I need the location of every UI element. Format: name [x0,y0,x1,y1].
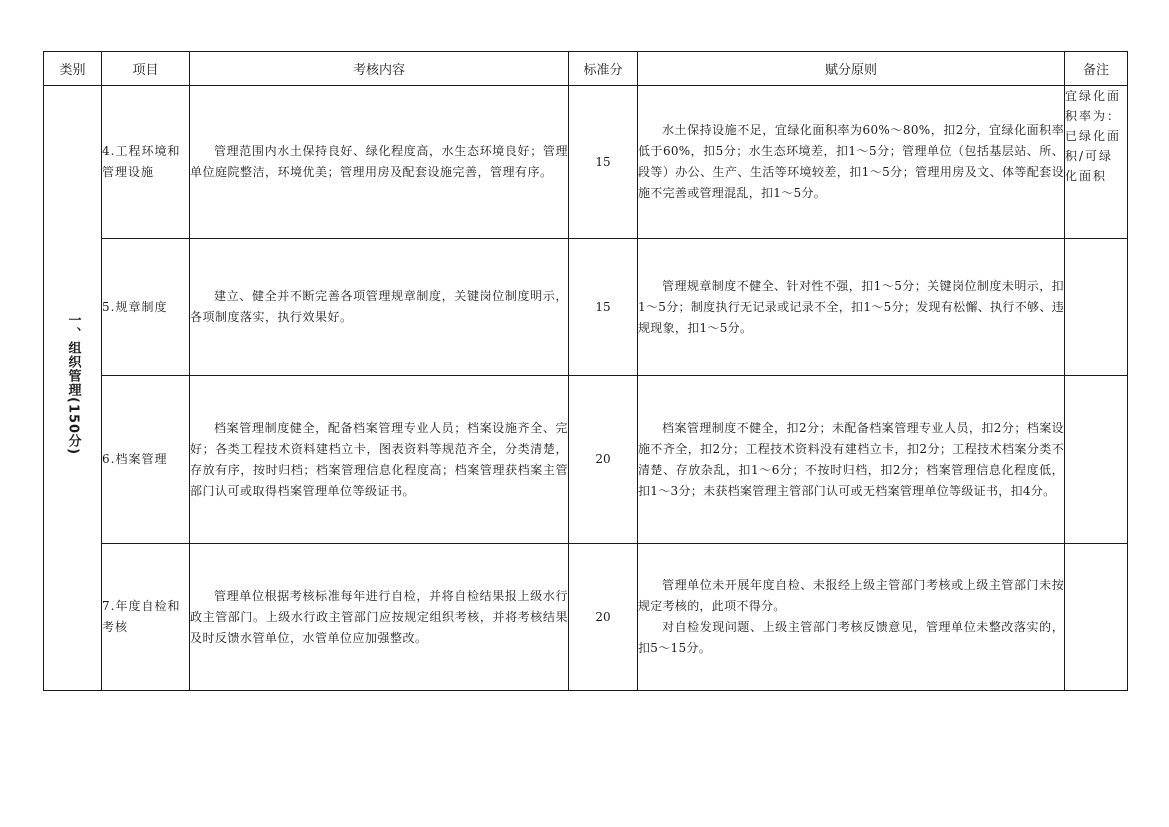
rule-cell [638,239,1065,376]
content-text: 档案管理制度健全，配备档案管理专业人员；档案设施齐全、完好；各类工程技术资料建档立卡，图表资料等规范齐全，分类清楚，存放有序，按时归档；档案管理信息化程度高；档案管理获档案主管部门认可或取得档案管理单位等级证书。 [190,420,568,498]
rule-text: 水土保持设施不足，宜绿化面积率为60%～80%，扣2分，宜绿化面积率低于60%，扣5分；水生态环境差，扣1～5分；管理单位（包括基层站、所、段等）办公、生产、生活等环境较差，扣1～5分；管理用房及文、体等配套设施不完善或管理混乱，扣1～5分。 [638,123,1064,200]
remark-cell [1065,376,1128,544]
score-cell: 15 [569,86,638,239]
rule-cell [638,86,1065,239]
score-cell: 20 [569,544,638,691]
table-row [44,544,1128,691]
item-cell: 5.规章制度 [102,239,190,376]
rule-text: 档案管理制度不健全，扣2分；未配备档案管理专业人员，扣2分；档案设施不齐全，扣2分；工程技术资料没有建档立卡，扣2分；工程技术档案分类不清楚、存放杂乱，扣1～6分；不按时归档，扣2分；档案管理信息化程度低，扣1～3分；未获档案管理主管部门认可或无档案管理单位等级证书，扣4分。 [638,420,1064,498]
content-text: 建立、健全并不断完善各项管理规章制度，关键岗位制度明示，各项制度落实，执行效果好。 [190,289,568,324]
header-category: 类别 [44,52,102,86]
remark-cell: 宜绿化面积率为：已绿化面积/可绿化面积 [1065,86,1128,239]
item-cell: 7.年度自检和考核 [102,544,190,691]
header-remark: 备注 [1065,52,1128,86]
header-rule: 赋分原则 [638,52,1065,86]
score-cell: 20 [569,376,638,544]
content-cell [190,376,569,544]
score-cell: 15 [569,239,638,376]
header-content: 考核内容 [190,52,569,86]
header-item: 项目 [102,52,190,86]
item-cell: 6.档案管理 [102,376,190,544]
assessment-table [43,51,1128,691]
content-text: 管理单位根据考核标准每年进行自检，并将自检结果报上级水行政主管部门。上级水行政主管部门应按规定组织考核，并将考核结果及时反馈水管单位，水管单位应加强整改。 [190,588,568,645]
remark-cell [1065,544,1128,691]
content-cell [190,86,569,239]
content-cell [190,239,569,376]
remark-cell [1065,239,1128,376]
table-header-row [44,52,1128,86]
content-text: 管理范围内水土保持良好、绿化程度高，水生态环境良好；管理单位庭院整洁，环境优美；管理用房及配套设施完善，管理有序。 [190,144,568,179]
content-cell [190,544,569,691]
rule-text-2: 对自检发现问题、上级主管部门考核反馈意见，管理单位未整改落实的，扣5～15分。 [638,620,1064,655]
category-label: 一、组织管理(150分) [65,313,81,456]
header-score: 标准分 [569,52,638,86]
rule-text: 管理规章制度不健全、针对性不强，扣1～5分；关键岗位制度未明示，扣1～5分；制度执行无记录或记录不全，扣1～5分；发现有松懈、执行不够、违规现象，扣1～5分。 [638,278,1064,335]
rule-cell [638,376,1065,544]
table-row [44,239,1128,376]
rule-text: 管理单位未开展年度自检、未报经上级主管部门考核或上级主管部门未按规定考核的，此项不得分。 [638,578,1064,613]
category-cell [44,86,102,691]
table-row [44,376,1128,544]
table-row [44,86,1128,239]
item-cell: 4.工程环境和管理设施 [102,86,190,239]
rule-cell [638,544,1065,691]
